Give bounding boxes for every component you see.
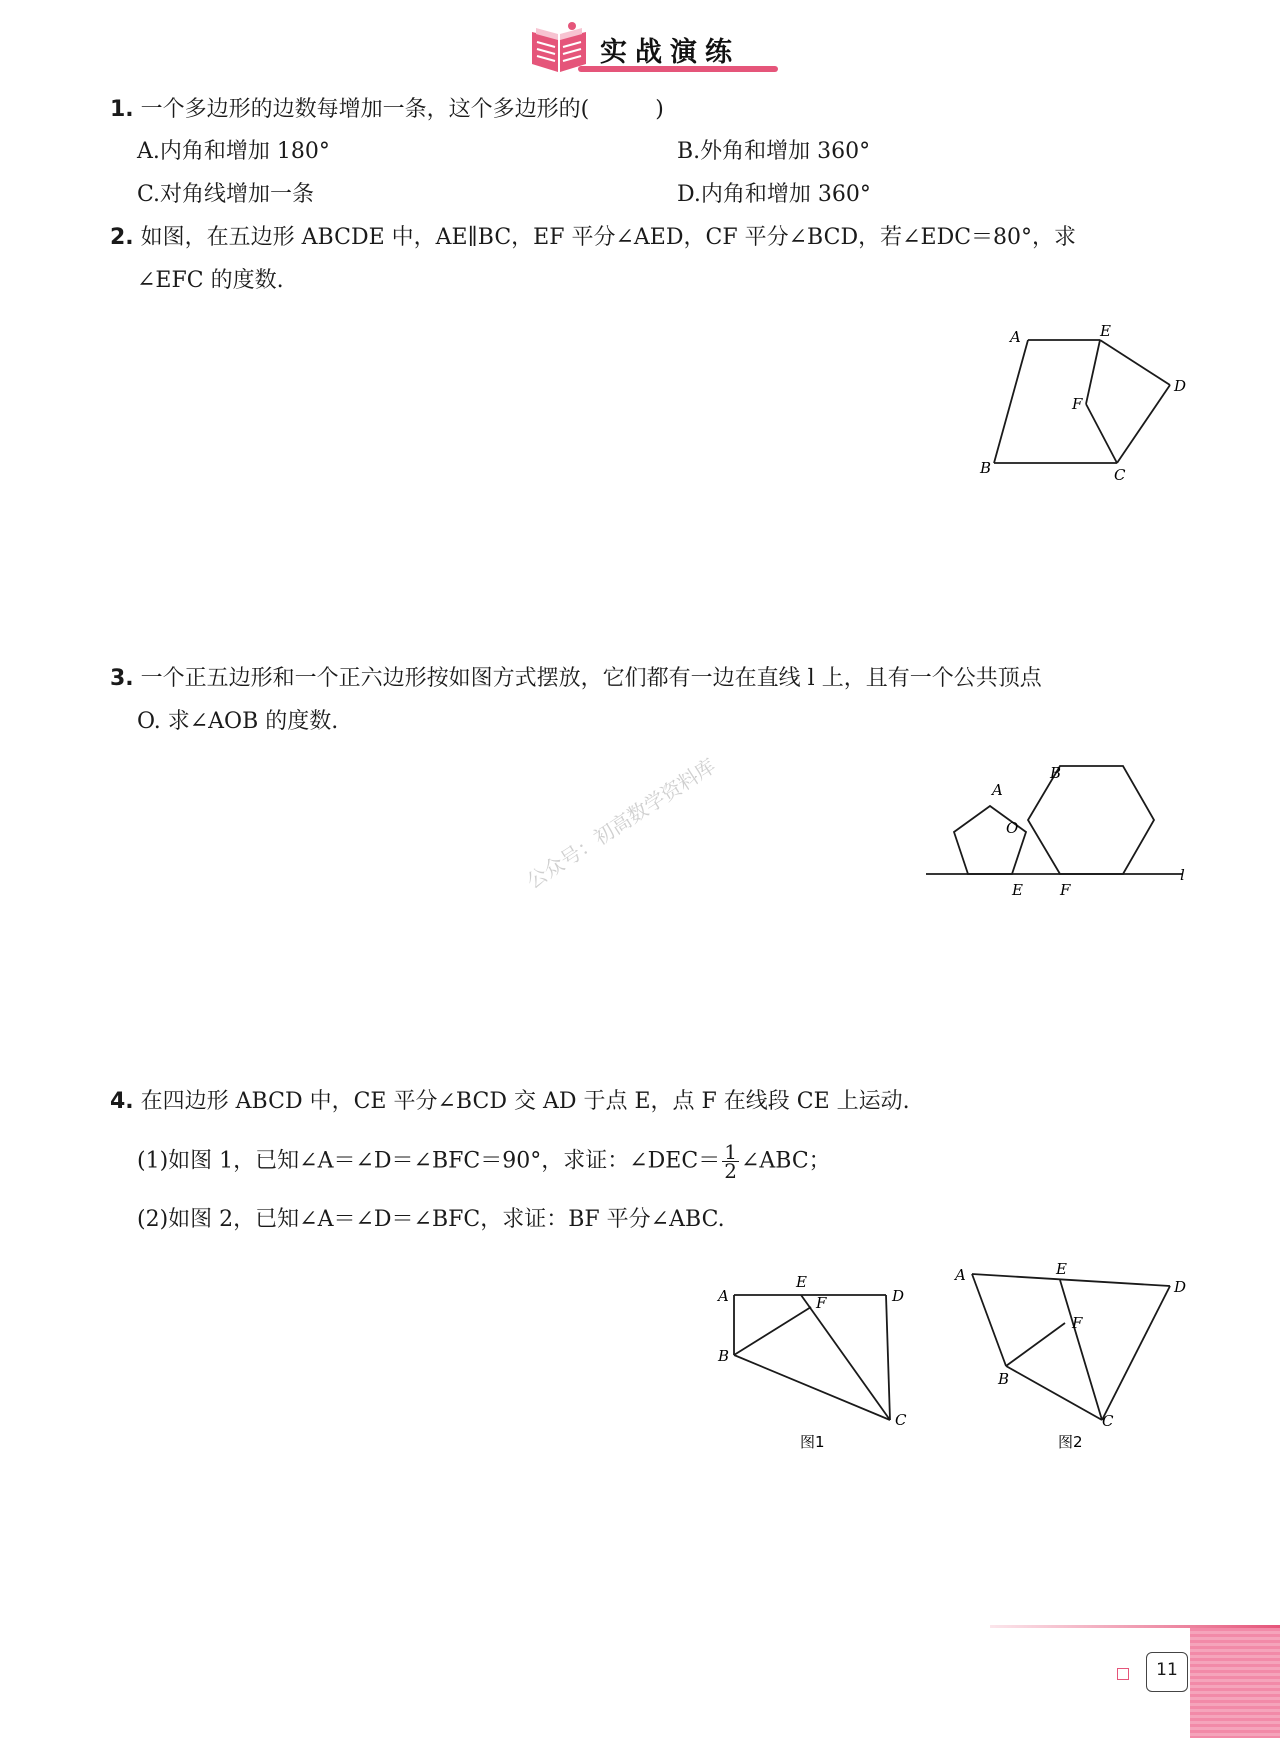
question-3-line2: O. 求∠AOB 的度数. (137, 709, 339, 734)
question-4-part-1: (1)如图 1，已知∠A＝∠D＝∠BFC＝90°，求证：∠DEC＝ $\frac{1}{2}$ ∠ABC； (137, 1140, 831, 1183)
question-stem: 如图，在五边形 ABCDE 中，AE∥BC，EF 平分∠AED，CF 平分∠BCD，若∠EDC＝80°，求 (140, 225, 1077, 250)
section-header (520, 18, 780, 76)
point-label-e: E (796, 1273, 807, 1291)
point-label-b: B (718, 1347, 730, 1365)
point-label-o: O (1006, 819, 1019, 837)
segment-dc (1117, 385, 1170, 463)
point-label-c: C (895, 1411, 907, 1429)
option-d: D.内角和增加 360° (677, 182, 871, 207)
question-stem: 在四边形 ABCD 中，CE 平分∠BCD 交 AD 于点 E，点 F 在线段 CE 上运动. (140, 1089, 910, 1114)
point-label-d: D (892, 1287, 905, 1305)
point-label-e: E (1100, 322, 1111, 340)
point-label-e: E (1056, 1260, 1067, 1278)
question-number: 4. (110, 1089, 134, 1114)
footer-pink-block (1190, 1628, 1280, 1738)
question-number: 1. (110, 97, 134, 122)
segment-fc (1086, 404, 1117, 463)
question-1 (110, 95, 664, 125)
regular-hexagon (1028, 766, 1154, 874)
question-4-part-2: (2)如图 2，已知∠A＝∠D＝∠BFC，求证：BF 平分∠ABC. (137, 1207, 725, 1232)
question-stem: 一个正五边形和一个正六边形按如图方式摆放，它们都有一边在直线 l 上，且有一个公共顶点 (140, 666, 1042, 691)
point-label-b: B (980, 459, 992, 477)
figure-q4-fig1 (710, 1265, 920, 1450)
question-number: 3. (110, 666, 134, 691)
option-b: B.外角和增加 360° (677, 139, 871, 164)
segment-ef (1086, 340, 1100, 404)
page-title: 实战演练 (600, 37, 740, 68)
watermark: 公众号：初高数学资料库 (522, 753, 720, 894)
segment-ab (994, 340, 1028, 463)
footer-square-icon (1117, 1668, 1129, 1680)
point-label-f: F (1072, 1314, 1083, 1332)
page-number: 11 (1156, 1660, 1178, 1680)
fraction-one-half: $\frac{1}{2}$ (724, 1140, 737, 1183)
question-2-line2: ∠EFC 的度数. (137, 268, 284, 293)
option-a: A.内角和增加 180° (137, 139, 330, 164)
point-label-c: C (1114, 466, 1126, 484)
question-3 (110, 664, 1042, 694)
figure-caption-2: 图2 (1058, 1433, 1083, 1450)
question-2 (110, 223, 1076, 253)
point-label-a: A (955, 1266, 966, 1284)
figure-q4-fig2 (950, 1260, 1200, 1450)
figure-caption-1: 图1 (800, 1433, 825, 1450)
segment-ed (1100, 340, 1170, 385)
point-label-a: A (718, 1287, 729, 1305)
option-c: C.对角线增加一条 (137, 182, 315, 207)
question-number: 2. (110, 225, 134, 250)
point-label-d: D (1174, 1278, 1187, 1296)
line-label-l: l (1180, 866, 1185, 884)
point-label-a: A (992, 781, 1003, 799)
point-label-f: F (816, 1294, 827, 1312)
point-label-d: D (1174, 377, 1187, 395)
point-label-f: F (1060, 881, 1071, 899)
regular-pentagon (954, 806, 1026, 874)
figure-q3-polygons (920, 760, 1200, 900)
page-number-box (1146, 1652, 1188, 1692)
question-4 (110, 1087, 910, 1117)
question-stem: 一个多边形的边数每增加一条，这个多边形的( ) (140, 97, 664, 122)
point-label-f: F (1072, 395, 1083, 413)
point-label-b: B (998, 1370, 1010, 1388)
point-label-a: A (1010, 328, 1021, 346)
figure-q2-pentagon (970, 320, 1200, 490)
point-label-e: E (1012, 881, 1023, 899)
point-label-b: B (1050, 764, 1062, 782)
point-label-c: C (1102, 1412, 1114, 1430)
